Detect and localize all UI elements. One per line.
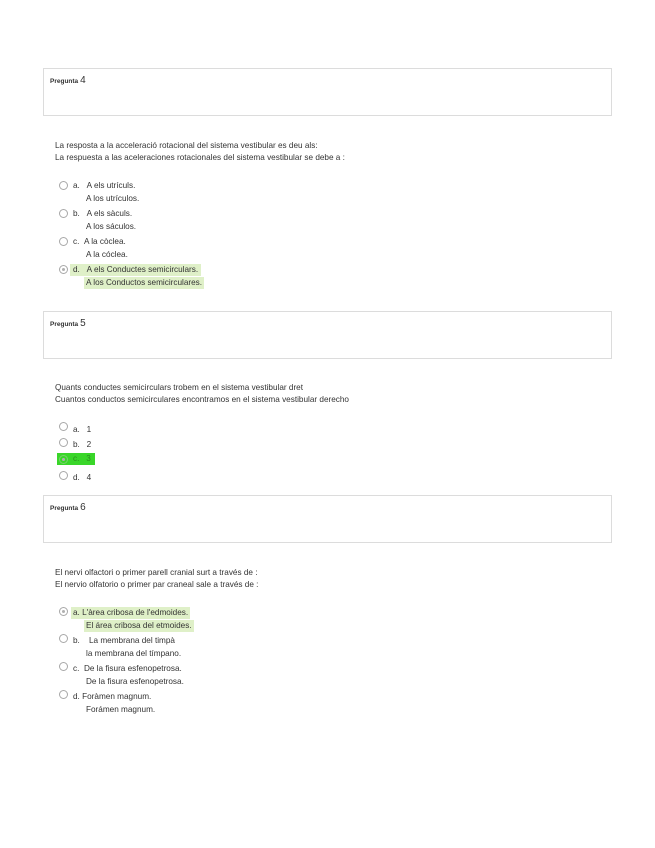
question-label: Pregunta 6 (50, 502, 86, 513)
option-q6-a[interactable]: a. L'àrea cribosa de l'edmoides. (73, 608, 189, 617)
option-q6-d[interactable]: d. Foràmen magnum. (73, 692, 152, 701)
option-q6-c-es: De la fisura esfenopetrosa. (86, 677, 184, 686)
radio-q6-b[interactable] (59, 634, 68, 643)
option-q4-a[interactable]: a. A els utrículs. (73, 181, 136, 190)
radio-q5-d[interactable] (59, 471, 68, 480)
radio-q6-c[interactable] (59, 662, 68, 671)
question-6-text-ca: El nervi olfactori o primer parell cranial surt a través de : (55, 568, 258, 577)
question-4-text-ca: La resposta a la acceleració rotacional del sistema vestibular es deu als: (55, 141, 318, 150)
question-5-text-es: Cuantos conductos semicirculares encontramos en el sistema vestibular derecho (55, 395, 349, 404)
radio-q6-a[interactable] (59, 607, 68, 616)
option-q5-a[interactable]: a. 1 (73, 425, 92, 434)
option-q4-c-es: A la cóclea. (86, 250, 128, 259)
option-q4-b[interactable]: b. A els sàculs. (73, 209, 133, 218)
radio-q5-a[interactable] (59, 422, 68, 431)
question-4-text-es: La respuesta a las aceleraciones rotacionales del sistema vestibular se debe a : (55, 153, 345, 162)
radio-q5-b[interactable] (59, 438, 68, 447)
option-q6-b-es: la membrana del tímpano. (86, 649, 182, 658)
question-5-text-ca: Quants conductes semicirculars trobem en el sistema vestibular dret (55, 383, 304, 392)
question-label: Pregunta 4 (50, 75, 86, 86)
option-q4-d[interactable]: d. A els Conductes semicirculars. (70, 264, 201, 276)
question-6-text-es: El nervio olfatorio o primer par craneal sale a través de : (55, 580, 259, 589)
option-q6-d-es: Forámen magnum. (86, 705, 156, 714)
option-q5-c[interactable]: c. 3 (73, 454, 91, 463)
radio-q4-c[interactable] (59, 237, 68, 246)
option-q4-a-es: A los utrículos. (86, 194, 140, 203)
option-q5-d[interactable]: d. 4 (73, 473, 92, 482)
radio-q6-d[interactable] (59, 690, 68, 699)
option-q4-c[interactable]: c. A la còclea. (73, 237, 126, 246)
question-5-header (43, 311, 612, 359)
question-label: Pregunta 5 (50, 318, 86, 329)
radio-q5-c[interactable] (59, 455, 68, 464)
option-q6-b[interactable]: b. La membrana del timpà (73, 636, 175, 645)
question-number: 5 (80, 318, 86, 329)
option-q4-b-es: A los sáculos. (86, 222, 137, 231)
option-q6-c[interactable]: c. De la fisura esfenopetrosa. (73, 664, 182, 673)
option-q5-b[interactable]: b. 2 (73, 440, 92, 449)
radio-q4-d[interactable] (59, 265, 68, 274)
question-4-header (43, 68, 612, 116)
radio-q4-b[interactable] (59, 209, 68, 218)
radio-q4-a[interactable] (59, 181, 68, 190)
option-q4-d-es: A los Conductos semicirculares. (86, 278, 203, 287)
question-6-header (43, 495, 612, 543)
question-number: 4 (80, 75, 86, 86)
option-q6-a-es: El área cribosa del etmoides. (86, 621, 192, 630)
question-number: 6 (80, 502, 86, 513)
